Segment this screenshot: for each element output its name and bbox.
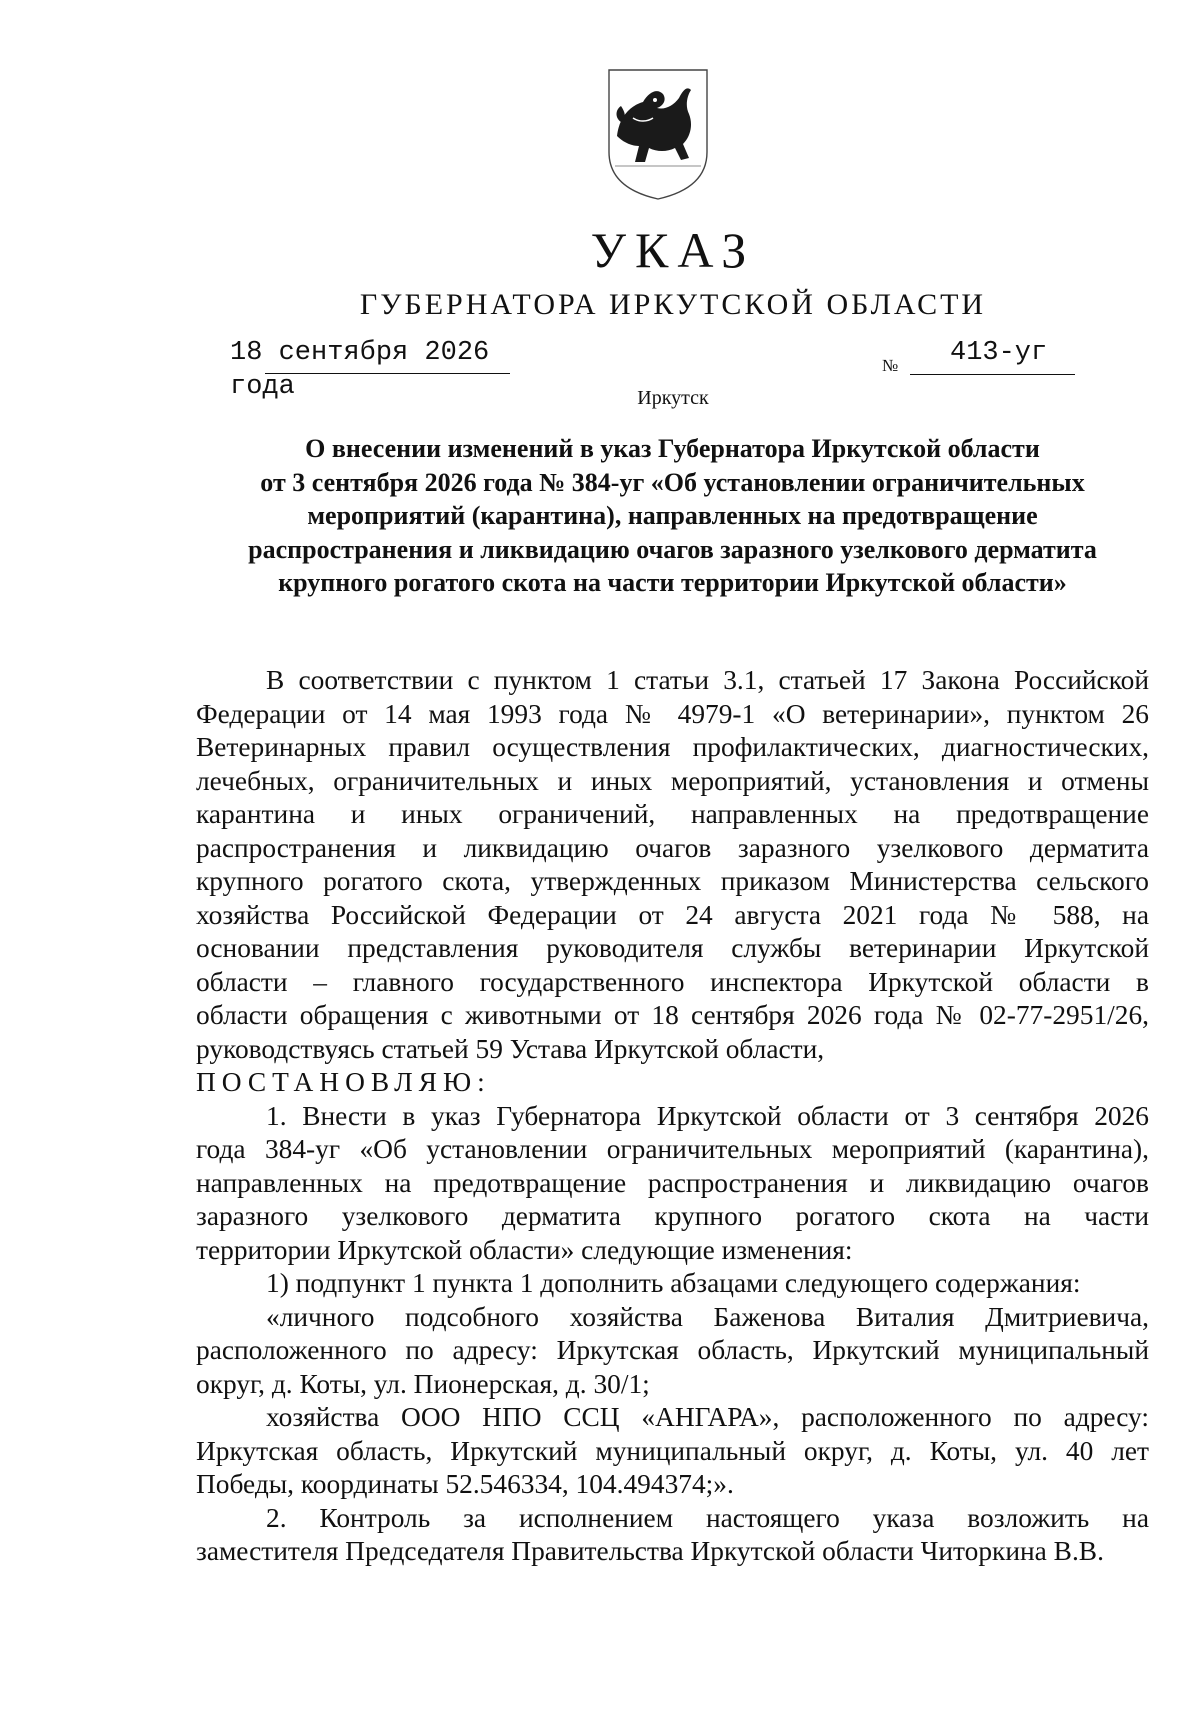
date-underline xyxy=(265,373,510,374)
heading-line: распространения и ликвидацию очагов заразного узелкового дерматита xyxy=(248,534,1097,564)
decree-heading xyxy=(196,432,1149,600)
number-sign: № xyxy=(882,356,899,375)
body-line: территории Иркутской области» следующие изменения: xyxy=(196,1234,853,1265)
body-line: карантина и иных ограничений, направленных на предотвращение xyxy=(196,799,1149,829)
body-line: хозяйства Российской Федерации от 24 августа 2021 года № 588, на xyxy=(196,899,1149,930)
body-line: заразного узелкового дерматита крупного рогатого скота на части xyxy=(196,1201,1149,1231)
body-line: руководствуясь статьей 59 Устава Иркутской области, xyxy=(196,1033,825,1064)
number-underline xyxy=(910,374,1075,375)
body-line: Иркутская область, Иркутский муниципальный округ, д. Коты, ул. 40 лет xyxy=(196,1435,1149,1466)
body-line: В соответствии с пунктом 1 статьи 3.1, статьей 17 Закона Российской xyxy=(266,665,1149,695)
body-line: крупного рогатого скота, утвержденных приказом Министерства сельского xyxy=(196,866,1149,896)
decree-date xyxy=(230,336,540,402)
body-line: расположенного по адресу: Иркутская область, Иркутский муниципальный xyxy=(196,1335,1149,1365)
body-line: Федерации от 14 мая 1993 года № 4979-1 «О ветеринарии», пунктом 26 xyxy=(196,698,1149,729)
heading-line: О внесении изменений в указ Губернатора Иркутской области xyxy=(305,434,1040,463)
decree-number: 413-уг xyxy=(950,338,1048,368)
body-line: округ, д. Коты, ул. Пионерская, д. 30/1; xyxy=(196,1368,650,1399)
resolution-word: ПОСТАНОВЛЯЮ: xyxy=(196,1067,491,1097)
decree-body xyxy=(196,664,1149,1569)
document-title: УКАЗ xyxy=(590,222,756,278)
body-line: 1. Внести в указ Губернатора Иркутской области от 3 сентября 2026 xyxy=(266,1100,1149,1131)
decree-date-value: 18 сентября 2026 года xyxy=(230,338,490,402)
body-line: направленных на предотвращение распространения и ликвидацию очагов xyxy=(196,1167,1149,1198)
body-line: заместителя Председателя Правительства Иркутской области Читоркина В.В. xyxy=(196,1536,1104,1566)
body-line: области обращения с животными от 18 сентября 2026 года № 02-77-2951/26, xyxy=(196,1000,1149,1030)
body-line: хозяйства ООО НПО ССЦ «АНГАРА», расположенного по адресу: xyxy=(266,1402,1149,1432)
body-line: 1) подпункт 1 пункта 1 дополнить абзацами следующего содержания: xyxy=(266,1268,1081,1298)
coat-of-arms-icon xyxy=(605,66,711,202)
body-line: Ветеринарных правил осуществления профилактических, диагностических, xyxy=(196,732,1149,762)
body-line: области – главного государственного инспектора Иркутской области в xyxy=(196,966,1149,997)
heading-line: крупного рогатого скота на части территории Иркутской области» xyxy=(278,568,1067,597)
body-line: распространения и ликвидацию очагов заразного узелкового дерматита xyxy=(196,832,1149,863)
body-line: «личного подсобного хозяйства Баженова Виталия Дмитриевича, xyxy=(266,1301,1149,1332)
body-line: Победы, координаты 52.546334, 104.494374;». xyxy=(196,1469,734,1499)
body-line: года 384-уг «Об установлении ограничительных мероприятий (карантина), xyxy=(196,1134,1149,1164)
heading-line: от 3 сентября 2026 года № 384-уг «Об установлении ограничительных xyxy=(260,467,1085,497)
body-line: основании представления руководителя службы ветеринарии Иркутской xyxy=(196,933,1149,963)
body-line: лечебных, ограничительных и иных мероприятий, установления и отмены xyxy=(196,765,1149,796)
document-subtitle: ГУБЕРНАТОРА ИРКУТСКОЙ ОБЛАСТИ xyxy=(359,288,987,321)
body-line: 2. Контроль за исполнением настоящего указа возложить на xyxy=(266,1502,1149,1533)
heading-line: мероприятий (карантина), направленных на предотвращение xyxy=(307,501,1038,530)
city-name: Иркутск xyxy=(637,387,709,409)
